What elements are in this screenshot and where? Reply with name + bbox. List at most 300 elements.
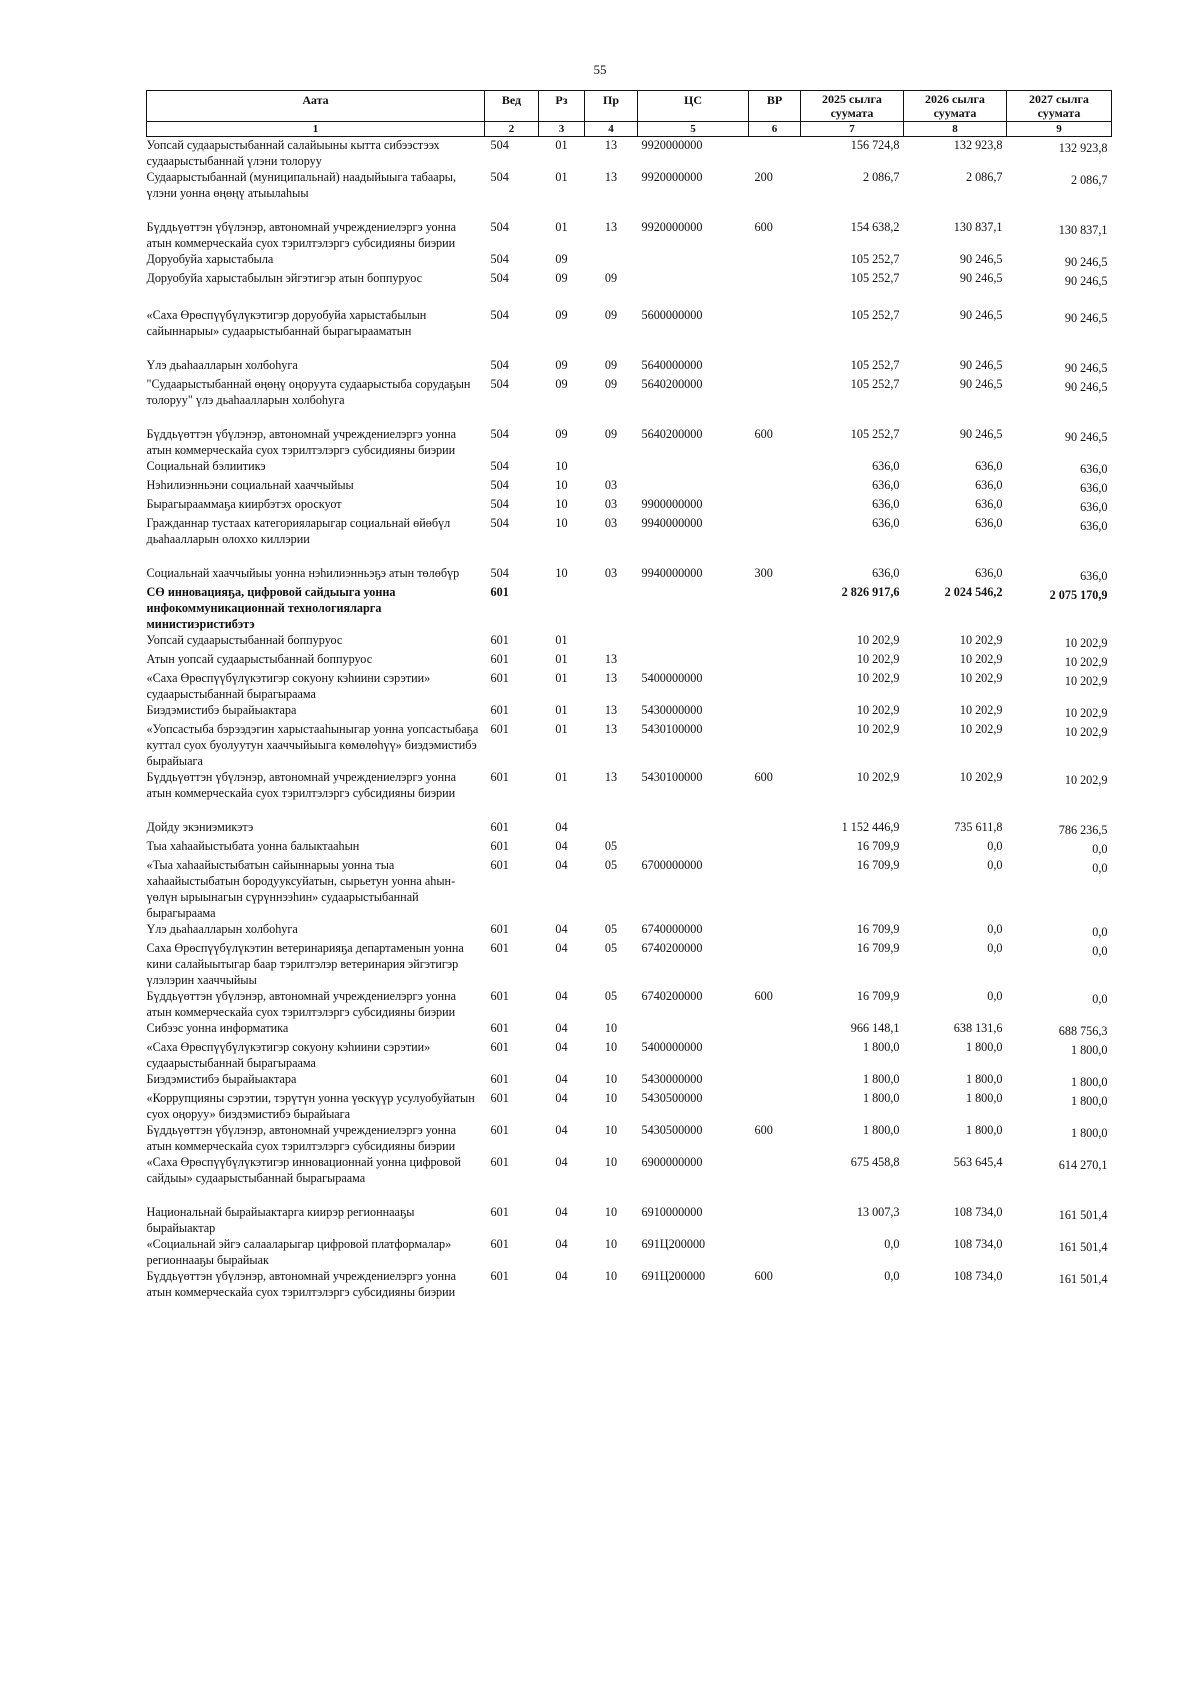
row-rz: 04 — [555, 989, 568, 1003]
row-value-2027: 161 501,4 — [1058, 1240, 1108, 1254]
row-rz: 04 — [555, 839, 568, 853]
col-number: 4 — [585, 122, 638, 137]
table-row — [147, 857, 1112, 921]
row-value-2027: 0,0 — [1092, 992, 1108, 1006]
row-value-2025: 1 800,0 — [862, 1123, 900, 1137]
row-vr — [749, 1090, 801, 1122]
row-ved: 601 — [490, 839, 509, 853]
row-value-2027: 10 202,9 — [1064, 706, 1108, 720]
row-ved: 601 — [490, 633, 509, 647]
row-value-2027: 90 246,5 — [1064, 430, 1108, 444]
row-vr: 600 — [754, 989, 773, 1003]
row-rz: 09 — [555, 377, 568, 391]
table-row — [147, 940, 1112, 988]
row-value-2025: 2 826 917,6 — [841, 585, 900, 599]
row-value-2025: 105 252,7 — [850, 427, 900, 441]
col-number: 7 — [801, 122, 904, 137]
row-ved: 601 — [490, 671, 509, 685]
row-ved: 601 — [490, 1155, 509, 1169]
table-row — [147, 169, 1112, 219]
row-value-2025: 105 252,7 — [850, 358, 900, 372]
row-value-2025: 636,0 — [872, 516, 900, 530]
row-value-2025: 16 709,9 — [856, 989, 900, 1003]
table-row — [147, 458, 1112, 477]
table-row — [147, 251, 1112, 270]
table-row — [147, 1236, 1112, 1268]
row-value-2026: 0,0 — [987, 922, 1003, 936]
row-ved: 601 — [490, 703, 509, 717]
row-cs: 6910000000 — [641, 1205, 703, 1219]
row-rz: 04 — [555, 858, 568, 872]
row-pr: 09 — [604, 358, 618, 372]
row-value-2026: 90 246,5 — [959, 377, 1003, 391]
row-value-2025: 636,0 — [872, 566, 900, 580]
row-cs: 5430000000 — [641, 1072, 703, 1086]
row-name: «Саха Өрөспүүбүлүкэтигэр инновационнай уонна цифровой сайдыы» судаарыстыбаннай бырагыраама — [146, 1155, 461, 1185]
row-vr: 600 — [754, 1269, 773, 1283]
row-vr: 600 — [754, 1123, 773, 1137]
row-name: Бүддьүөттэн үбүлэнэр, автономнай учреждениелэргэ уонна атын коммерческайа суох тэрилтэлэргэ субсидияны биэрии — [146, 1123, 457, 1153]
row-value-2026: 10 202,9 — [959, 652, 1003, 666]
row-value-2027: 90 246,5 — [1064, 255, 1108, 269]
row-ved: 601 — [490, 770, 509, 784]
table-row — [147, 721, 1112, 769]
row-value-2026: 1 800,0 — [965, 1072, 1003, 1086]
row-rz: 09 — [555, 427, 568, 441]
row-rz: 04 — [555, 1091, 568, 1105]
row-name: Үлэ дьаһаалларын холбоһуга — [146, 358, 298, 372]
row-rz: 01 — [555, 671, 568, 685]
row-value-2025: 156 724,8 — [850, 138, 900, 152]
row-vr — [749, 819, 801, 838]
row-pr: 10 — [604, 1072, 618, 1086]
col-header-ved: Вед — [485, 91, 539, 122]
row-pr: 10 — [604, 1091, 618, 1105]
row-vr: 600 — [754, 220, 773, 234]
row-value-2026: 636,0 — [975, 516, 1003, 530]
table-row — [147, 515, 1112, 565]
row-vr — [749, 1154, 801, 1204]
col-header-rz: Рз — [539, 91, 585, 122]
row-value-2026: 0,0 — [987, 941, 1003, 955]
row-cs — [638, 477, 749, 496]
row-ved: 504 — [490, 170, 509, 184]
row-cs: 691Ц200000 — [641, 1269, 706, 1283]
row-rz: 10 — [555, 497, 568, 511]
row-name: «Саха Өрөспүүбүлүкэтигэр сокуону кэһиини сэрэтии» судаарыстыбаннай бырагыраама — [146, 1040, 431, 1070]
row-value-2025: 2 086,7 — [862, 170, 900, 184]
row-cs — [638, 651, 749, 670]
table-row — [147, 1268, 1112, 1300]
row-value-2025: 636,0 — [872, 459, 900, 473]
table-row — [147, 270, 1112, 307]
table-row — [147, 769, 1112, 819]
row-ved: 601 — [490, 1040, 509, 1054]
row-cs: 9920000000 — [641, 138, 703, 152]
row-pr: 13 — [604, 671, 618, 685]
col-header-pr: Пр — [585, 91, 638, 122]
row-cs — [638, 632, 749, 651]
row-name: Биэдэмистибэ бырайыактара — [146, 703, 297, 717]
row-rz: 01 — [555, 770, 568, 784]
row-ved: 504 — [490, 271, 509, 285]
row-value-2027: 10 202,9 — [1064, 636, 1108, 650]
row-pr: 10 — [604, 1021, 618, 1035]
table-row — [147, 1090, 1112, 1122]
row-rz: 04 — [555, 1123, 568, 1137]
row-cs: 9920000000 — [641, 220, 703, 234]
table-header — [147, 91, 1112, 137]
row-value-2025: 0,0 — [884, 1269, 900, 1283]
row-rz: 01 — [555, 722, 568, 736]
row-name: Бырагырааммаҕа киирбэтэх ороскуот — [146, 497, 342, 511]
table-row — [147, 702, 1112, 721]
row-value-2027: 1 800,0 — [1070, 1043, 1108, 1057]
row-value-2025: 1 152 446,9 — [841, 820, 900, 834]
row-pr: 03 — [604, 566, 618, 580]
row-rz: 01 — [555, 633, 568, 647]
col-number: 1 — [147, 122, 485, 137]
row-vr — [749, 1020, 801, 1039]
row-pr: 09 — [604, 377, 618, 391]
row-ved: 504 — [490, 358, 509, 372]
row-value-2026: 10 202,9 — [959, 770, 1003, 784]
row-name: Доруобуйа харыстабыла — [146, 252, 274, 266]
row-vr — [749, 1204, 801, 1236]
row-cs: 5430500000 — [641, 1091, 703, 1105]
row-name: Доруобуйа харыстабылын эйгэтигэр атын боппуруос — [146, 271, 423, 285]
row-pr: 13 — [604, 722, 618, 736]
table-body — [147, 137, 1112, 1301]
row-name: Үлэ дьаһаалларын холбоһуга — [146, 922, 298, 936]
row-name: Судаарыстыбаннай (муниципальнай) наадыйыыга табаары, үлэни уонна өңөңү атыылаһыы — [146, 170, 457, 200]
row-rz: 09 — [555, 252, 568, 266]
col-header-2025: 2025 сылга суумата — [801, 91, 904, 122]
row-value-2026: 90 246,5 — [959, 252, 1003, 266]
row-rz: 01 — [555, 703, 568, 717]
row-cs — [638, 838, 749, 857]
row-name: Уопсай судаарыстыбаннай салайыыны кытта сибээстээх судаарыстыбаннай үлэни толоруу — [146, 138, 440, 168]
row-rz — [539, 584, 585, 632]
row-value-2026: 0,0 — [987, 858, 1003, 872]
row-cs: 5640200000 — [641, 427, 703, 441]
row-rz: 04 — [555, 1021, 568, 1035]
row-name: Бүддьүөттэн үбүлэнэр, автономнай учреждениелэргэ уонна атын коммерческайа суох тэрилтэлэргэ субсидияны биэрии — [146, 989, 457, 1019]
row-cs: 691Ц200000 — [641, 1237, 706, 1251]
row-value-2025: 13 007,3 — [856, 1205, 900, 1219]
col-header-cs: ЦС — [638, 91, 749, 122]
row-cs: 5400000000 — [641, 671, 703, 685]
row-value-2025: 1 800,0 — [862, 1040, 900, 1054]
row-cs: 5430500000 — [641, 1123, 703, 1137]
row-ved: 601 — [490, 1091, 509, 1105]
row-vr — [749, 137, 801, 170]
row-rz: 10 — [555, 478, 568, 492]
col-number: 6 — [749, 122, 801, 137]
row-vr — [749, 721, 801, 769]
row-pr — [585, 458, 638, 477]
row-value-2025: 636,0 — [872, 478, 900, 492]
row-value-2025: 105 252,7 — [850, 308, 900, 322]
row-value-2025: 10 202,9 — [856, 770, 900, 784]
row-value-2025: 1 800,0 — [862, 1072, 900, 1086]
row-rz: 04 — [555, 1237, 568, 1251]
row-value-2027: 688 756,3 — [1058, 1024, 1108, 1038]
col-number: 8 — [904, 122, 1007, 137]
row-name: Тыа хаһаайыстыбата уонна балыктааһын — [146, 839, 360, 853]
row-ved: 601 — [490, 1072, 509, 1086]
row-value-2025: 0,0 — [884, 1237, 900, 1251]
row-value-2025: 636,0 — [872, 497, 900, 511]
row-pr: 10 — [604, 1155, 618, 1169]
row-rz: 10 — [555, 516, 568, 530]
row-value-2026: 10 202,9 — [959, 671, 1003, 685]
row-cs: 9900000000 — [641, 497, 703, 511]
row-ved: 504 — [490, 252, 509, 266]
table-row — [147, 921, 1112, 940]
row-value-2026: 90 246,5 — [959, 308, 1003, 322]
row-cs — [638, 819, 749, 838]
row-cs: 9940000000 — [641, 566, 703, 580]
row-value-2027: 636,0 — [1080, 500, 1108, 514]
row-name: Сибээс уонна информатика — [146, 1021, 289, 1035]
row-rz: 04 — [555, 1072, 568, 1086]
row-value-2027: 130 837,1 — [1058, 223, 1108, 237]
row-value-2027: 10 202,9 — [1064, 674, 1108, 688]
col-number: 5 — [638, 122, 749, 137]
row-value-2027: 636,0 — [1080, 481, 1108, 495]
row-pr: 10 — [604, 1123, 618, 1137]
row-vr — [749, 702, 801, 721]
row-value-2026: 2 024 546,2 — [944, 585, 1003, 599]
row-value-2027: 90 246,5 — [1064, 311, 1108, 325]
row-name: Социальнай хааччыйыы уонна нэһилиэнньэҕэ атын төлөбүр — [146, 566, 460, 580]
row-vr: 600 — [754, 427, 773, 441]
row-pr: 05 — [604, 858, 618, 872]
row-rz: 04 — [555, 1155, 568, 1169]
row-value-2027: 10 202,9 — [1064, 725, 1108, 739]
row-vr — [749, 940, 801, 988]
row-vr — [749, 1236, 801, 1268]
row-ved: 601 — [490, 989, 509, 1003]
row-vr: 200 — [754, 170, 773, 184]
row-cs: 5640000000 — [641, 358, 703, 372]
row-name: «Социальнай эйгэ салааларыгар цифровой платформалар» регионнааҕы бырайыак — [146, 1237, 452, 1267]
row-name: Уопсай судаарыстыбаннай боппуруос — [146, 633, 343, 647]
table-row — [147, 632, 1112, 651]
row-value-2026: 1 800,0 — [965, 1091, 1003, 1105]
page-number: 55 — [593, 62, 607, 77]
row-vr — [749, 251, 801, 270]
row-vr — [749, 921, 801, 940]
row-name: Бүддьүөттэн үбүлэнэр, автономнай учреждениелэргэ уонна атын коммерческайа суох тэрилтэлэргэ субсидияны биэрии — [146, 1269, 457, 1299]
row-name: "Судаарыстыбаннай өңөңү оңоруута судаарыстыба сорудаҕын толоруу" үлэ дьаһаалларын холбоһуга — [146, 377, 471, 407]
row-vr — [749, 838, 801, 857]
row-value-2025: 16 709,9 — [856, 858, 900, 872]
row-cs — [638, 270, 749, 307]
row-ved: 601 — [490, 1021, 509, 1035]
row-pr: 13 — [604, 170, 618, 184]
table-row — [147, 584, 1112, 632]
row-name: «Тыа хаһаайыстыбатын сайыннарыы уонна тыа хаһаайыстыбатын бородууксуйатын, сырьетун уонна аһын-үөлүн ырыынагын сүрүннээһин» судаарыстыбаннай бырагыраама — [146, 858, 456, 920]
budget-table — [146, 90, 1112, 1300]
row-value-2026: 10 202,9 — [959, 703, 1003, 717]
row-cs — [638, 1020, 749, 1039]
row-name: Бүддьүөттэн үбүлэнэр, автономнай учреждениелэргэ уонна атын коммерческайа суох тэрилтэлэргэ субсидияны биэрии — [146, 770, 457, 800]
col-header-2026: 2026 сылга суумата — [904, 91, 1007, 122]
row-value-2026: 563 645,4 — [953, 1155, 1003, 1169]
row-rz: 09 — [555, 271, 568, 285]
row-ved: 601 — [490, 1237, 509, 1251]
row-ved: 504 — [490, 566, 509, 580]
table-row — [147, 819, 1112, 838]
row-value-2026: 2 086,7 — [965, 170, 1003, 184]
row-rz: 09 — [555, 358, 568, 372]
row-pr: 09 — [604, 308, 618, 322]
row-cs: 5430100000 — [641, 722, 703, 736]
row-cs: 6740200000 — [641, 941, 703, 955]
row-vr — [749, 477, 801, 496]
row-cs: 9920000000 — [641, 170, 703, 184]
row-name: Социальнай бэлиитикэ — [146, 459, 266, 473]
table-row — [147, 565, 1112, 584]
row-name: Дойду экэниэмикэтэ — [146, 820, 254, 834]
row-ved: 601 — [490, 1123, 509, 1137]
row-vr — [749, 1071, 801, 1090]
table-row — [147, 376, 1112, 426]
row-value-2026: 0,0 — [987, 989, 1003, 1003]
row-ved: 601 — [490, 585, 509, 599]
row-cs: 5600000000 — [641, 308, 703, 322]
row-pr: 13 — [604, 220, 618, 234]
row-value-2027: 0,0 — [1092, 861, 1108, 875]
row-value-2025: 966 148,1 — [850, 1021, 900, 1035]
row-rz: 01 — [555, 652, 568, 666]
row-vr — [749, 515, 801, 565]
row-pr: 05 — [604, 839, 618, 853]
row-cs: 6700000000 — [641, 858, 703, 872]
row-name: Национальнай бырайыактарга киирэр регионнааҕы бырайыактар — [146, 1205, 415, 1235]
row-value-2025: 10 202,9 — [856, 671, 900, 685]
row-pr: 10 — [604, 1237, 618, 1251]
row-rz: 04 — [555, 820, 568, 834]
row-rz: 01 — [555, 170, 568, 184]
row-name: Бүддьүөттэн үбүлэнэр, автономнай учреждениелэргэ уонна атын коммерческайа суох тэрилтэлэргэ субсидияны биэрии — [146, 427, 457, 457]
row-value-2025: 16 709,9 — [856, 941, 900, 955]
table-row — [147, 219, 1112, 251]
row-rz: 04 — [555, 922, 568, 936]
row-value-2025: 16 709,9 — [856, 922, 900, 936]
row-ved: 504 — [490, 377, 509, 391]
row-ved: 601 — [490, 652, 509, 666]
row-pr: 13 — [604, 770, 618, 784]
row-cs — [638, 458, 749, 477]
row-ved: 601 — [490, 1205, 509, 1219]
table-row — [147, 496, 1112, 515]
row-value-2026: 636,0 — [975, 497, 1003, 511]
row-vr — [749, 458, 801, 477]
row-pr: 13 — [604, 652, 618, 666]
row-vr — [749, 1039, 801, 1071]
row-pr — [585, 819, 638, 838]
row-value-2026: 90 246,5 — [959, 271, 1003, 285]
row-vr — [749, 357, 801, 376]
table-row — [147, 1039, 1112, 1071]
row-value-2026: 90 246,5 — [959, 427, 1003, 441]
row-value-2027: 0,0 — [1092, 925, 1108, 939]
table-row — [147, 137, 1112, 170]
row-value-2025: 10 202,9 — [856, 722, 900, 736]
row-value-2026: 1 800,0 — [965, 1040, 1003, 1054]
row-value-2027: 10 202,9 — [1064, 655, 1108, 669]
row-value-2026: 10 202,9 — [959, 633, 1003, 647]
table-row — [147, 651, 1112, 670]
row-vr — [749, 584, 801, 632]
row-ved: 504 — [490, 516, 509, 530]
table-row — [147, 1071, 1112, 1090]
row-rz: 10 — [555, 566, 568, 580]
table-row — [147, 1020, 1112, 1039]
row-value-2025: 675 458,8 — [850, 1155, 900, 1169]
row-value-2026: 10 202,9 — [959, 722, 1003, 736]
row-value-2026: 636,0 — [975, 459, 1003, 473]
row-cs — [638, 584, 749, 632]
row-pr: 10 — [604, 1205, 618, 1219]
row-pr: 09 — [604, 271, 618, 285]
row-value-2027: 1 800,0 — [1070, 1075, 1108, 1089]
row-cs: 5430000000 — [641, 703, 703, 717]
row-value-2026: 636,0 — [975, 478, 1003, 492]
row-name: Гражданнар тустаах категорияларыгар социальнай өйөбүл дьаһаалларын олоххо киллэрии — [146, 516, 451, 546]
row-ved: 504 — [490, 427, 509, 441]
row-value-2027: 636,0 — [1080, 519, 1108, 533]
row-ved: 504 — [490, 497, 509, 511]
row-value-2025: 10 202,9 — [856, 652, 900, 666]
row-name: «Саха Өрөспүүбүлүкэтигэр доруобуйа харыстабылын сайыннарыы» судаарыстыбаннай бырагырааматын — [146, 308, 427, 338]
table-row — [147, 1154, 1112, 1204]
row-name: Атын уопсай судаарыстыбаннай боппуруос — [146, 652, 373, 666]
row-cs: 6900000000 — [641, 1155, 703, 1169]
row-value-2025: 105 252,7 — [850, 377, 900, 391]
row-ved: 504 — [490, 308, 509, 322]
row-pr: 05 — [604, 989, 618, 1003]
row-value-2027: 2 075 170,9 — [1049, 588, 1108, 602]
row-value-2026: 90 246,5 — [959, 358, 1003, 372]
row-pr — [585, 251, 638, 270]
row-value-2027: 1 800,0 — [1070, 1094, 1108, 1108]
row-rz: 04 — [555, 941, 568, 955]
row-ved: 601 — [490, 858, 509, 872]
row-rz: 09 — [555, 308, 568, 322]
row-value-2025: 105 252,7 — [850, 252, 900, 266]
row-value-2027: 90 246,5 — [1064, 361, 1108, 375]
row-vr: 300 — [754, 566, 773, 580]
row-rz: 04 — [555, 1040, 568, 1054]
row-value-2026: 108 734,0 — [953, 1205, 1003, 1219]
row-pr: 05 — [604, 922, 618, 936]
row-pr: 10 — [604, 1269, 618, 1283]
table-row — [147, 838, 1112, 857]
row-value-2027: 161 501,4 — [1058, 1272, 1108, 1286]
row-value-2026: 132 923,8 — [953, 138, 1003, 152]
row-ved: 601 — [490, 722, 509, 736]
table-row — [147, 670, 1112, 702]
row-ved: 601 — [490, 941, 509, 955]
row-value-2027: 90 246,5 — [1064, 274, 1108, 288]
row-vr — [749, 376, 801, 426]
row-ved: 601 — [490, 922, 509, 936]
row-value-2026: 636,0 — [975, 566, 1003, 580]
